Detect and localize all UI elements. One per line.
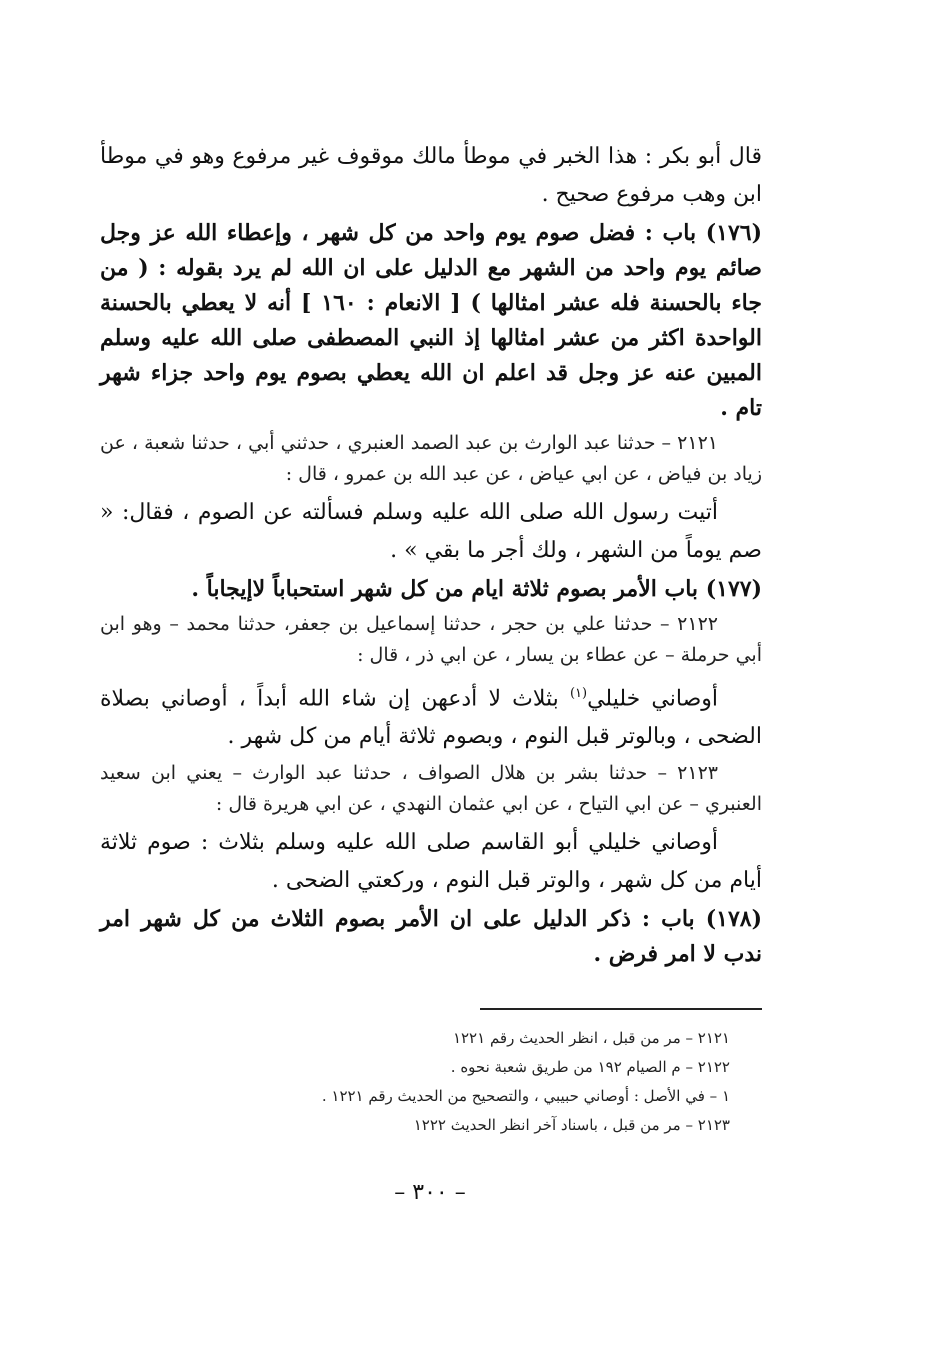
hadith-2121-matn: أتيت رسول الله صلى الله عليه وسلم فسألته عن الصوم ، فقال: « صم يوماً من الشهر ، ولك أجر ما بقي » . [100, 500, 762, 563]
chapter-heading-177: (١٧٧) باب الأمر بصوم ثلاثة ايام من كل شهر استحباباً لاإيجاباً . [191, 576, 762, 602]
chapter-heading-178: (١٧٨) باب : ذكر الدليل على ان الأمر بصوم الثلاث من كل شهر امر ندب لا امر فرض . [100, 906, 762, 968]
main-text [100, 138, 762, 974]
footnote-2123: ٢١٢٣ – مر من قبل ، باسناد آخر انظر الحديث ١٢٢٢ [413, 1116, 730, 1134]
footnote-1: ١ – في الأصل : أوصاني حبيبي ، والتصحيح من الحديث رقم ١٢٢١ . [321, 1087, 730, 1105]
footnote-2122: ٢١٢٢ – م الصيام ١٩٢ من طريق شعبة نحوه . [450, 1058, 730, 1076]
hadith-2123-matn: أوصاني خليلي أبو القاسم صلى الله عليه وسلم بثلاث : صوم ثلاثة أيام من كل شهر ، والوتر قبل النوم ، وركعتي الضحى . [100, 830, 762, 894]
page-number: – ٣٠٠ – [394, 1180, 466, 1205]
hadith-2122-matn [100, 675, 762, 756]
hadith-2122-isnad: ٢١٢٢ – حدثنا علي بن حجر ، حدثنا إسماعيل بن جعفر، حدثنا محمد – وهو ابن أبي حرملة – عن عطاء بن يسار ، عن ابي ذر ، قال : [100, 613, 762, 666]
footnote-divider [480, 1008, 762, 1010]
chapter-heading-176: (١٧٦) باب : فضل صوم يوم واحد من كل شهر ، وإعطاء الله عز وجل صائم يوم واحد من الشهر مع الدليل على ان الله لم يرد بقوله : ( من جاء بالحسنة فله عشر امثالها ) [ الانعام : ١٦٠ ] أنه لا يعطي بالحسنة الواحدة اكثر من عشر امثالها إذ النبي المصطفى صلى الله عليه وسلم المبين عنه عز وجل قد اعلم ان الله يعطي بصوم يوم واحد جزاء شهر تام . [100, 220, 762, 421]
footnote-2121: ٢١٢١ – مر من قبل ، انظر الحديث رقم ١٢٢١ [452, 1029, 730, 1047]
hadith-2122-matn-start: أوصاني خليلي [587, 686, 718, 712]
footnote-marker: (١) [569, 686, 588, 701]
hadith-2121-isnad: ٢١٢١ – حدثنا عبد الوارث بن عبد الصمد العنبري ، حدثني أبي ، حدثنا شعبة ، عن زياد بن فياض ، عن ابي عياض ، عن عبد الله بن عمرو ، قال : [100, 432, 762, 485]
footnotes [200, 1024, 730, 1140]
closing-remark: قال أبو بكر : هذا الخبر في موطأ مالك موقوف غير مرفوع وهو في موطأ ابن وهب مرفوع صحيح . [100, 144, 762, 207]
hadith-2123-isnad: ٢١٢٣ – حدثنا بشر بن هلال الصواف ، حدثنا عبد الوارث – يعني ابن سعيد العنبري – عن ابي التياح ، عن ابي عثمان النهدي ، عن ابي هريرة قال : [100, 762, 762, 816]
hadith-2122-matn-rest: بثلاث لا أدعهن إن شاء الله أبداً ، أوصاني بصلاة الضحى ، وبالوتر قبل النوم ، وبصوم ثلاثة أيام من كل شهر . [100, 686, 762, 750]
